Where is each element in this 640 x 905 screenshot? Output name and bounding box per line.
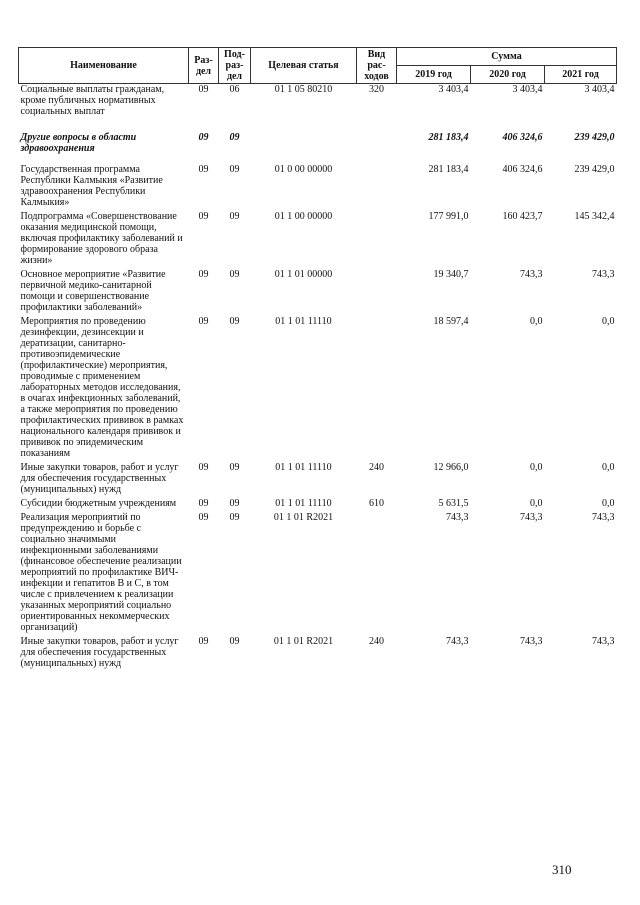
row-tselevaya: 01 1 05 80210: [274, 84, 333, 95]
row-podrazdel: 09: [229, 462, 240, 473]
table-row: [19, 462, 617, 498]
row-sum-2020: 160 423,7: [502, 211, 543, 222]
page-number: 310: [552, 862, 572, 877]
row-tselevaya: 01 1 01 11110: [275, 316, 332, 327]
row-tselevaya: 01 1 01 R2021: [273, 636, 334, 647]
row-podrazdel: 06: [229, 84, 240, 95]
row-vid: [357, 512, 397, 636]
row-sum-2019: 743,3: [446, 636, 469, 647]
table-row: [19, 498, 617, 512]
row-vid: 610: [369, 498, 384, 509]
row-razdel: 09: [198, 512, 209, 523]
row-razdel: 09: [198, 84, 209, 95]
row-sum-2021: 0,0: [602, 462, 615, 473]
row-podrazdel: 09: [229, 132, 240, 143]
row-sum-2021: 3 403,4: [584, 84, 615, 95]
row-podrazdel: 09: [229, 164, 240, 175]
row-tselevaya: 01 1 01 R2021: [273, 512, 334, 523]
row-razdel: 09: [198, 132, 209, 143]
row-razdel: 09: [198, 462, 209, 473]
row-tselevaya: 01 1 01 11110: [275, 498, 332, 509]
row-razdel: 09: [198, 211, 209, 222]
row-sum-2019: 3 403,4: [438, 84, 469, 95]
row-sum-2021: 145 342,4: [574, 211, 615, 222]
header-tselevaya-statya: Целевая статья: [251, 48, 357, 84]
row-sum-2020: 406 324,6: [502, 164, 543, 175]
row-podrazdel: 09: [229, 636, 240, 647]
row-vid: 240: [369, 462, 384, 473]
row-name: Основное мероприятие «Развитие первичной медико-санитарной помощи и совершенствование профилактики заболеваний»: [20, 269, 166, 313]
table-row: [19, 316, 617, 462]
row-name: Субсидии бюджетным учреждениям: [20, 498, 177, 509]
row-sum-2020: 743,3: [520, 636, 543, 647]
row-sum-2021: 239 429,0: [574, 164, 615, 175]
row-sum-2021: 743,3: [592, 269, 615, 280]
row-sum-2019: 18 597,4: [433, 316, 469, 327]
row-razdel: 09: [198, 269, 209, 280]
row-tselevaya: 01 1 00 00000: [274, 211, 333, 222]
header-podrazdel: Под-раз-дел: [219, 48, 251, 84]
header-2020: 2020 год: [471, 66, 545, 84]
row-sum-2021: 743,3: [592, 512, 615, 523]
row-sum-2020: 743,3: [520, 512, 543, 523]
table-row: [19, 211, 617, 269]
row-podrazdel: 09: [229, 269, 240, 280]
table-row: [19, 164, 617, 211]
table-row: [19, 269, 617, 316]
header-summa: Сумма: [397, 48, 617, 66]
row-vid: [357, 164, 397, 211]
row-vid: [357, 211, 397, 269]
table-row: [19, 636, 617, 672]
row-sum-2021: 239 429,0: [574, 132, 615, 143]
header-2019: 2019 год: [397, 66, 471, 84]
row-sum-2020: 3 403,4: [512, 84, 543, 95]
row-sum-2019: 743,3: [446, 512, 469, 523]
row-name: Социальные выплаты гражданам, кроме публичных нормативных социальных выплат: [20, 84, 165, 117]
table-body: [19, 84, 617, 673]
row-razdel: 09: [198, 164, 209, 175]
row-vid: [357, 316, 397, 462]
row-razdel: 09: [198, 316, 209, 327]
row-name: Иные закупки товаров, работ и услуг для обеспечения государственных (муниципальных) нужд: [20, 462, 179, 495]
row-vid: [357, 269, 397, 316]
row-sum-2021: 0,0: [602, 316, 615, 327]
row-name: Другие вопросы в области здравоохранения: [20, 132, 137, 154]
row-name: Иные закупки товаров, работ и услуг для обеспечения государственных (муниципальных) нужд: [20, 636, 179, 669]
row-sum-2019: 5 631,5: [438, 498, 469, 509]
row-vid: 320: [369, 84, 384, 95]
row-sum-2021: 0,0: [602, 498, 615, 509]
row-sum-2020: 0,0: [530, 498, 543, 509]
row-podrazdel: 09: [229, 498, 240, 509]
header-vid-rashodov: Вид рас-ходов: [357, 48, 397, 84]
row-sum-2020: 0,0: [530, 316, 543, 327]
row-sum-2020: 743,3: [520, 269, 543, 280]
row-tselevaya: 01 1 01 00000: [274, 269, 333, 280]
row-vid: [357, 120, 397, 164]
row-tselevaya: [251, 120, 357, 164]
row-tselevaya: 01 0 00 00000: [274, 164, 333, 175]
row-tselevaya: 01 1 01 11110: [275, 462, 332, 473]
row-razdel: 09: [198, 498, 209, 509]
row-sum-2020: 0,0: [530, 462, 543, 473]
header-razdel: Раз-дел: [189, 48, 219, 84]
row-name: Мероприятия по проведению дезинфекции, дезинсекции и дератизации, санитарно-противоэпидемические (профилактические) мероприятия, проводимые с применением лабораторных методов исследования, в очагах инфекционных заболеваний, а также мероприятия по проведению профилактических прививок в рамках национального календаря прививок и прививок по эпидемическим показаниям: [20, 316, 184, 459]
row-sum-2019: 177 991,0: [428, 211, 469, 222]
row-vid: 240: [369, 636, 384, 647]
row-name: Реализация мероприятий по предупреждению и борьбе с социально значимыми инфекционными заболеваниями (финансовое обеспечение реализации мероприятий по профилактике ВИЧ-инфекции и гепатитов В и С, в том числе с привлечением к реализации указанных мероприятий социально ориентированных некоммерческих организаций): [20, 512, 182, 633]
row-sum-2019: 19 340,7: [433, 269, 469, 280]
row-podrazdel: 09: [229, 316, 240, 327]
header-name: Наименование: [19, 48, 189, 84]
table-row: [19, 512, 617, 636]
row-sum-2019: 281 183,4: [428, 132, 469, 143]
table-header: [19, 48, 617, 84]
table-row: [19, 84, 617, 121]
row-sum-2020: 406 324,6: [502, 132, 543, 143]
table-row: [19, 120, 617, 164]
row-razdel: 09: [198, 636, 209, 647]
row-sum-2021: 743,3: [592, 636, 615, 647]
row-sum-2019: 12 966,0: [433, 462, 469, 473]
row-podrazdel: 09: [229, 211, 240, 222]
row-podrazdel: 09: [229, 512, 240, 523]
budget-table: [18, 47, 617, 672]
row-sum-2019: 281 183,4: [428, 164, 469, 175]
header-2021: 2021 год: [545, 66, 617, 84]
row-name: Государственная программа Республики Калмыкия «Развитие здравоохранения Республики Калмыкия»: [20, 164, 163, 208]
row-name: Подпрограмма «Совершенствование оказания медицинской помощи, включая профилактику заболеваний и формирование здорового образа жизни»: [20, 211, 183, 266]
